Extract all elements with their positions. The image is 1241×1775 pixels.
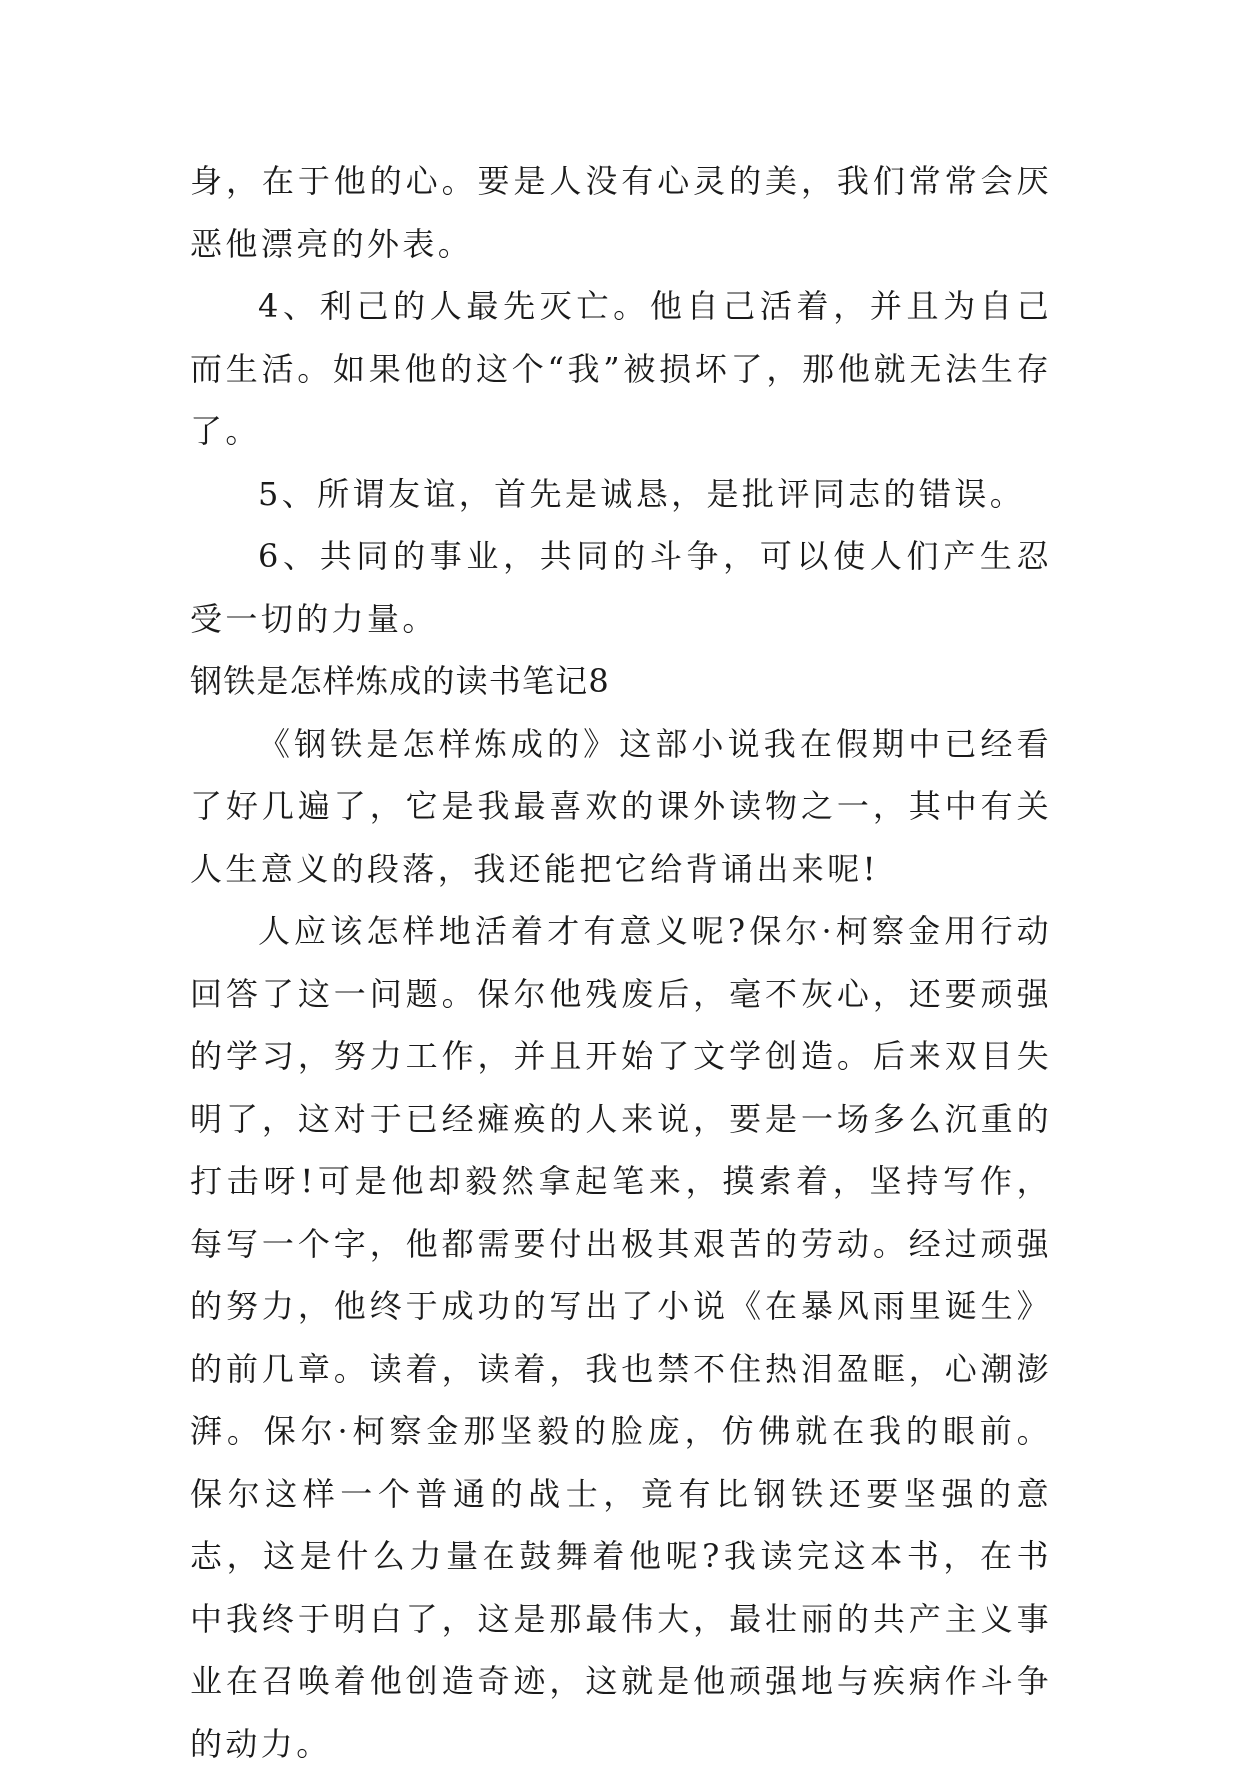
paragraph-body: 人应该怎样地活着才有意义呢?保尔·柯察金用行动回答了这一问题。保尔他残废后，毫不灰心，还要顽强的学习，努力工作，并且开始了文学创造。后来双目失明了，这对于已经瘫痪的人来说，要是一场多么沉重的打击呀!可是他却毅然拿起笔来，摸索着，坚持写作，每写一个字，他都需要付出极其艰苦的劳动。经过顽强的努力，他终于成功的写出了小说《在暴风雨里诞生》的前几章。读着，读着，我也禁不住热泪盈眶，心潮澎湃。保尔·柯察金那坚毅的脸庞，仿佛就在我的眼前。保尔这样一个普通的战士，竟有比钢铁还要坚强的意志，这是什么力量在鼓舞着他呢?我读完这本书，在书中我终于明白了，这是那最伟大，最壮丽的共产主义事业在召唤着他创造奇迹，这就是他顽强地与疾病作斗争的动力。	[190, 912, 1052, 1763]
section-heading: 钢铁是怎样炼成的读书笔记8	[190, 662, 610, 700]
paragraph-quote-6: 6、共同的事业，共同的斗争，可以使人们产生忍受一切的力量。	[190, 537, 1052, 638]
paragraph-quote-5: 5、所谓友谊，首先是诚恳，是批评同志的错误。	[258, 474, 1026, 513]
paragraph-quote-4: 4、利己的人最先灭亡。他自己活着，并且为自己而生活。如果他的这个“我”被损坏了，那他就无法生存了。	[190, 287, 1052, 450]
document-body	[190, 150, 1052, 1775]
paragraph-continuation: 身，在于他的心。要是人没有心灵的美，我们常常会厌恶他漂亮的外表。	[190, 162, 1052, 263]
paragraph-intro: 《钢铁是怎样炼成的》这部小说我在假期中已经看了好几遍了，它是我最喜欢的课外读物之一，其中有关人生意义的段落，我还能把它给背诵出来呢!	[190, 724, 1052, 888]
